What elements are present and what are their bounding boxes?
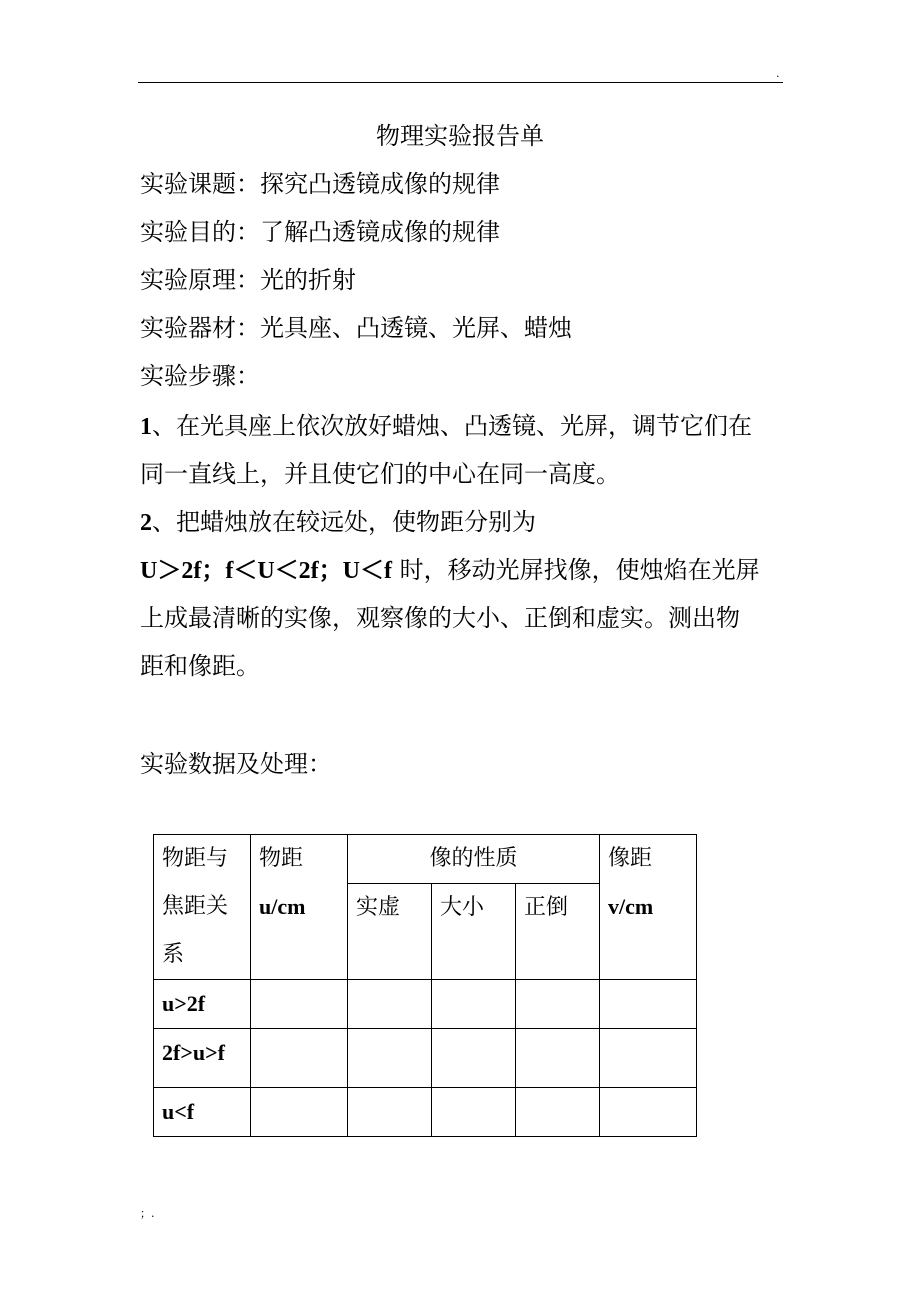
header-image-distance: 像距 v/cm [600, 835, 697, 980]
header-distance-relation: 物距与 焦距关 系 [154, 835, 251, 980]
footer-mark: ；. [140, 1207, 155, 1220]
experiment-principle: 实验原理：光的折射 [140, 266, 356, 294]
step-1-line-2: 同一直线上，并且使它们的中心在同一高度。 [140, 460, 620, 488]
experiment-topic: 实验课题：探究凸透镜成像的规律 [140, 170, 500, 198]
table-cell[interactable] [516, 1088, 600, 1137]
header-corner-mark: . [776, 67, 780, 80]
step-2-line-1 [140, 504, 536, 541]
table-cell[interactable] [516, 1029, 600, 1088]
steps-heading: 实验步骤： [140, 362, 260, 390]
data-heading: 实验数据及处理： [140, 750, 332, 778]
step-2-conditions: U＞2f；f＜U＜2f；U＜f [140, 558, 392, 584]
table-cell[interactable] [251, 980, 348, 1029]
experiment-purpose: 实验目的：了解凸透镜成像的规律 [140, 218, 500, 246]
table-cell[interactable] [516, 980, 600, 1029]
table-cell[interactable] [432, 1029, 516, 1088]
step-2-line-3: 上成最清晰的实像，观察像的大小、正倒和虚实。测出物 [140, 604, 740, 632]
step-2-text: 、把蜡烛放在较远处，使物距分别为 [152, 508, 536, 536]
header-rule [138, 82, 783, 83]
table-cell[interactable] [348, 1029, 432, 1088]
table-cell[interactable] [251, 1029, 348, 1088]
header-image-properties: 像的性质 [348, 835, 600, 884]
row-label: u>2f [154, 980, 251, 1029]
table-cell[interactable] [432, 1088, 516, 1137]
header-size: 大小 [432, 884, 516, 980]
table-cell[interactable] [348, 1088, 432, 1137]
page-title: 物理实验报告单 [376, 122, 544, 150]
table-cell[interactable] [348, 980, 432, 1029]
step-2-line-2 [140, 552, 760, 589]
header-object-distance: 物距 u/cm [251, 835, 348, 980]
table-cell[interactable] [600, 1088, 697, 1137]
table-cell[interactable] [600, 1029, 697, 1088]
step-2-line-4: 距和像距。 [140, 652, 260, 680]
experiment-equipment: 实验器材：光具座、凸透镜、光屏、蜡烛 [140, 314, 572, 342]
table-cell[interactable] [251, 1088, 348, 1137]
step-1-line-1 [140, 408, 752, 445]
step-1-number: 1 [140, 414, 152, 440]
header-real-virtual: 实虚 [348, 884, 432, 980]
data-table [153, 834, 697, 1137]
table-cell[interactable] [600, 980, 697, 1029]
step-1-text: 、在光具座上依次放好蜡烛、凸透镜、光屏，调节它们在 [152, 412, 752, 440]
step-2-line-2-text: 时，移动光屏找像，使烛焰在光屏 [391, 556, 760, 584]
table-cell[interactable] [432, 980, 516, 1029]
step-2-number: 2 [140, 510, 152, 536]
row-label: 2f>u>f [154, 1029, 251, 1088]
row-label: u<f [154, 1088, 251, 1137]
header-orientation: 正倒 [516, 884, 600, 980]
